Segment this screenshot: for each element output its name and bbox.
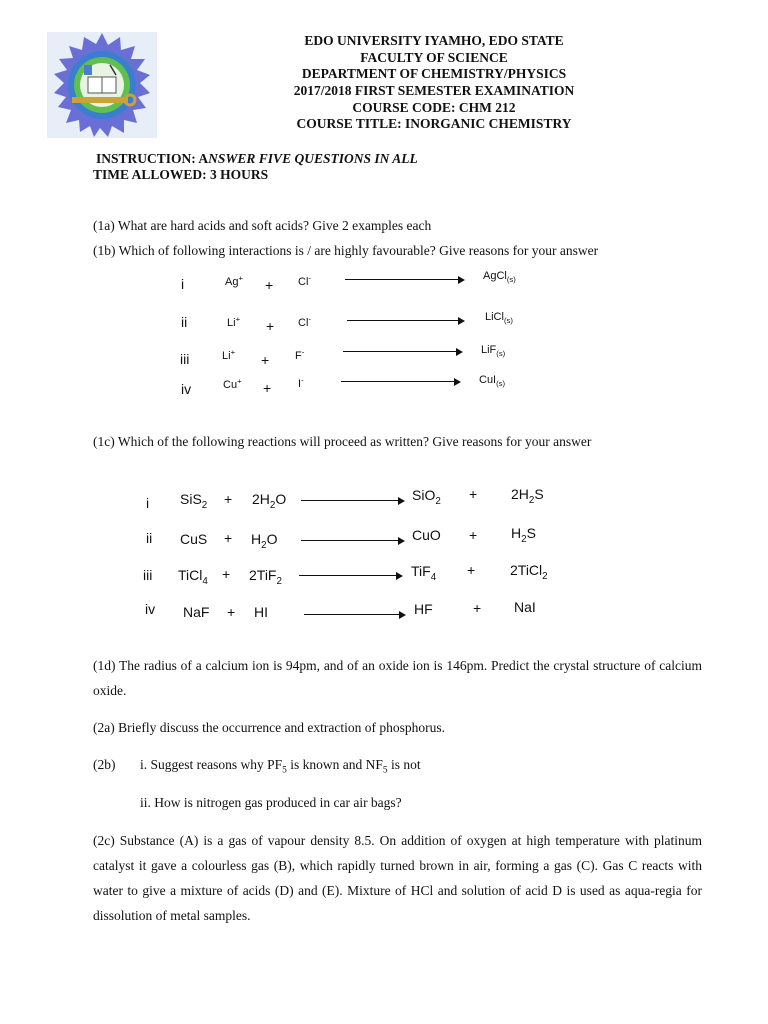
- product-1: HF: [414, 601, 433, 617]
- plus-sign: +: [261, 352, 270, 368]
- question-1b: (1b) Which of following interactions is / are highly favourable? Give reasons for your answer: [93, 243, 599, 258]
- instruction-line: [96, 151, 418, 167]
- reaction-arrow: [301, 500, 403, 501]
- reactant-2: HI: [254, 604, 268, 620]
- reaction-arrow: [343, 351, 461, 352]
- row-number: i: [146, 495, 150, 511]
- reactant-2: 2TiF$_2$: [249, 567, 282, 587]
- instruction-text: NSWER FIVE QUESTIONS IN ALL: [208, 151, 418, 166]
- plus-sign: +: [263, 380, 272, 396]
- reactant-1: SiS$_2$: [180, 491, 208, 511]
- header-university: EDO UNIVERSITY IYAMHO, EDO STATE: [304, 33, 564, 48]
- row-number: i: [181, 276, 185, 292]
- plus-sign: +: [469, 527, 478, 543]
- row-number: iv: [145, 601, 156, 617]
- row-number: iii: [143, 567, 153, 583]
- plus-sign: +: [265, 277, 274, 293]
- reactant-1: CuS: [180, 531, 208, 547]
- reactant-b: I-: [298, 375, 304, 390]
- reaction-arrow: [341, 381, 459, 382]
- product-1: CuO: [412, 527, 441, 543]
- question-1a: (1a) What are hard acids and soft acids? Give 2 examples each: [93, 218, 432, 233]
- question-2c: (2c) Substance (A) is a gas of vapour density 8.5. On addition of oxygen at high temperature with platinum catalyst it gave a colourless gas (B), which rapidly turned brown in air, forming a gas (C). Gas C reacts with water to give a mixture of acids (D) and (E). Mixture of HCl and solution of acid D is used as aqua-regia for dissolution of metal samples.: [93, 833, 702, 923]
- product: AgCl$_{(s)}$: [483, 270, 516, 285]
- reactant-b: Cl-: [298, 273, 311, 288]
- question-2b-ii: ii. How is nitrogen gas produced in car air bags?: [140, 795, 402, 810]
- product-1: TiF$_4$: [411, 563, 437, 583]
- reaction-arrow: [347, 320, 463, 321]
- question-1d: (1d) The radius of a calcium ion is 94pm, and of an oxide ion is 146pm. Predict the crystal structure of calcium oxide.: [93, 658, 702, 698]
- row-number: ii: [146, 530, 153, 546]
- reaction-arrow: [299, 575, 401, 576]
- plus-sign: +: [224, 491, 233, 507]
- plus-sign: +: [222, 566, 231, 582]
- reactant-2: $H_2O$: [251, 531, 278, 551]
- header-course-code: COURSE CODE: CHM 212: [352, 100, 516, 115]
- reaction-arrow: [301, 540, 403, 541]
- product-2: $2H_2S$: [511, 486, 544, 506]
- reactant-a: Li+: [227, 314, 241, 329]
- question-2a: (2a) Briefly discuss the occurrence and extraction of phosphorus.: [93, 720, 446, 735]
- question-2b-label: (2b): [93, 757, 116, 772]
- product: LiCl$_{(s)}$: [485, 311, 513, 326]
- product-2: NaI: [514, 599, 536, 615]
- reactant-1: TiCl$_4$: [178, 567, 208, 587]
- plus-sign: +: [473, 600, 482, 616]
- product-2: 2TiCl$_2$: [510, 562, 548, 582]
- product-2: $H_2S$: [511, 525, 536, 545]
- time-allowed: TIME ALLOWED: 3 HOURS: [93, 167, 269, 182]
- reactant-a: Cu+: [223, 376, 242, 391]
- reaction-arrow: [304, 614, 404, 615]
- plus-sign: +: [224, 530, 233, 546]
- question-1c: (1c) Which of the following reactions will proceed as written? Give reasons for your answer: [93, 434, 592, 449]
- product-1: SiO$_2$: [412, 487, 441, 507]
- header-faculty: FACULTY OF SCIENCE: [360, 50, 508, 65]
- reactant-1: NaF: [183, 604, 210, 620]
- reactant-a: Li+: [222, 347, 236, 362]
- plus-sign: +: [469, 486, 478, 502]
- reactant-2: $2H_2O$: [252, 491, 287, 511]
- product: CuI$_{(s)}$: [479, 374, 506, 389]
- row-number: iii: [180, 351, 190, 367]
- row-number: ii: [181, 314, 188, 330]
- reactant-b: Cl-: [298, 314, 311, 329]
- header-department: DEPARTMENT OF CHEMISTRY/PHYSICS: [301, 66, 567, 81]
- plus-sign: +: [266, 318, 275, 334]
- question-2b-i: i. Suggest reasons why $PF_5$ is known and $NF_5$ is not: [140, 757, 421, 776]
- reactant-b: F-: [295, 347, 305, 362]
- reactant-a: Ag+: [225, 273, 243, 288]
- product: LiF$_{(s)}$: [481, 344, 506, 359]
- row-number: iv: [181, 381, 192, 397]
- reaction-arrow: [345, 279, 463, 280]
- instruction-label: INSTRUCTION: A: [96, 151, 209, 166]
- plus-sign: +: [227, 604, 236, 620]
- plus-sign: +: [467, 562, 476, 578]
- header-exam: 2017/2018 FIRST SEMESTER EXAMINATION: [293, 83, 575, 98]
- header-course-title: COURSE TITLE: INORGANIC CHEMISTRY: [296, 116, 572, 131]
